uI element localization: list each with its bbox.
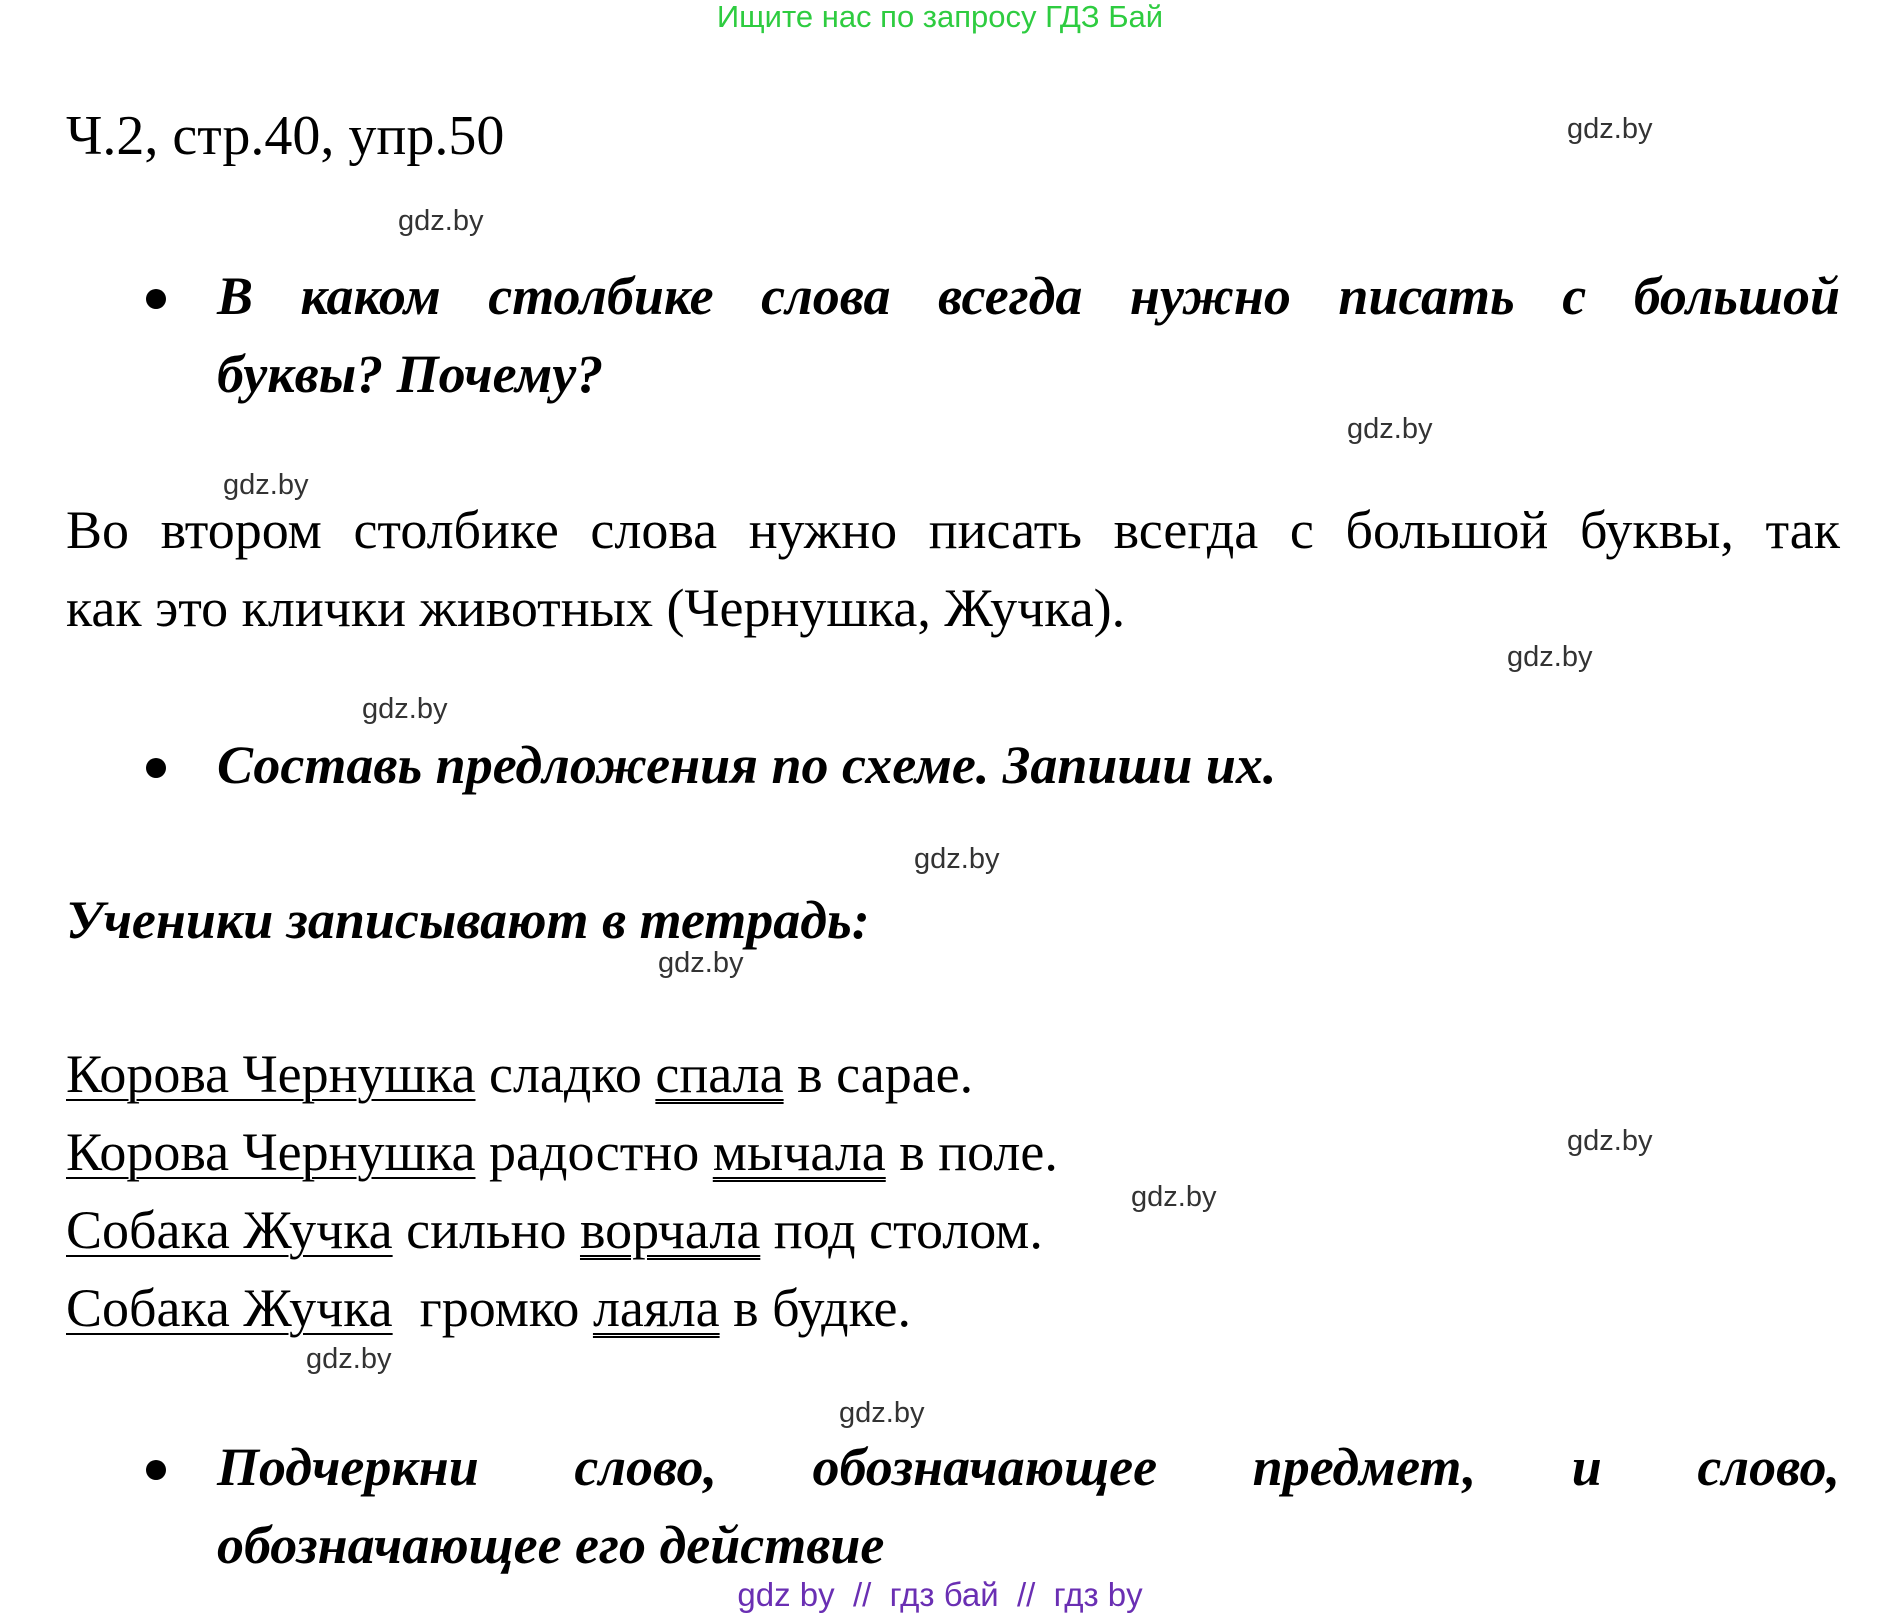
subject: Собака Жучка	[66, 1278, 393, 1338]
bullet	[146, 1460, 166, 1480]
watermark: gdz.by	[1567, 1125, 1653, 1157]
task-1-line-2: буквы? Почему?	[217, 344, 604, 404]
watermark: gdz.by	[306, 1343, 392, 1375]
sentence-tail: под столом.	[760, 1200, 1043, 1260]
sentence-tail: в сарае.	[783, 1044, 974, 1104]
bullet	[146, 758, 166, 778]
task-3-line-1: Подчеркни слово, обозначающее предмет, и слово,	[217, 1437, 1840, 1497]
task-1-line-1: В каком столбике слова всегда нужно писать с большой	[217, 266, 1840, 326]
watermark: gdz.by	[398, 205, 484, 237]
sentence-1	[66, 1035, 973, 1113]
adverb: сладко	[475, 1044, 656, 1104]
watermark: gdz.by	[223, 469, 309, 501]
answer-line-2: как это клички животных (Чернушка, Жучка).	[66, 578, 1126, 638]
adverb: радостно	[475, 1122, 713, 1182]
bullet	[146, 289, 166, 309]
predicate: мычала	[712, 1122, 886, 1182]
predicate: ворчала	[579, 1200, 761, 1260]
subject: Корова Чернушка	[66, 1044, 476, 1104]
task-2: Составь предложения по схеме. Запиши их.	[217, 735, 1277, 795]
watermark: gdz.by	[914, 843, 1000, 875]
watermark: gdz.by	[839, 1397, 925, 1429]
answer-line-1: Во втором столбике слова нужно писать всегда с большой буквы, так	[66, 500, 1840, 560]
watermark: gdz.by	[1507, 641, 1593, 673]
task-3-line-2: обозначающее его действие	[217, 1515, 885, 1575]
site-banner: Ищите нас по запросу ГДЗ Бай	[716, 0, 1164, 34]
predicate: лаяла	[592, 1278, 720, 1338]
sentence-2	[66, 1113, 1058, 1191]
site-footer: gdz by // гдз бай // гдз by	[737, 1576, 1143, 1613]
watermark: gdz.by	[1567, 113, 1653, 145]
adverb: сильно	[392, 1200, 580, 1260]
sentence-4	[66, 1269, 911, 1347]
watermark: gdz.by	[658, 947, 744, 979]
adverb: громко	[392, 1278, 593, 1338]
sentence-tail: в поле.	[885, 1122, 1058, 1182]
sentence-3	[66, 1191, 1043, 1269]
watermark: gdz.by	[362, 693, 448, 725]
watermark: gdz.by	[1131, 1181, 1217, 1213]
subject: Собака Жучка	[66, 1200, 393, 1260]
sentence-tail: в будке.	[719, 1278, 911, 1338]
predicate: спала	[655, 1044, 784, 1104]
students-note: Ученики записывают в тетрадь:	[66, 890, 870, 950]
watermark: gdz.by	[1347, 413, 1433, 445]
subject: Корова Чернушка	[66, 1122, 476, 1182]
exercise-heading: Ч.2, стр.40, упр.50	[66, 105, 505, 167]
